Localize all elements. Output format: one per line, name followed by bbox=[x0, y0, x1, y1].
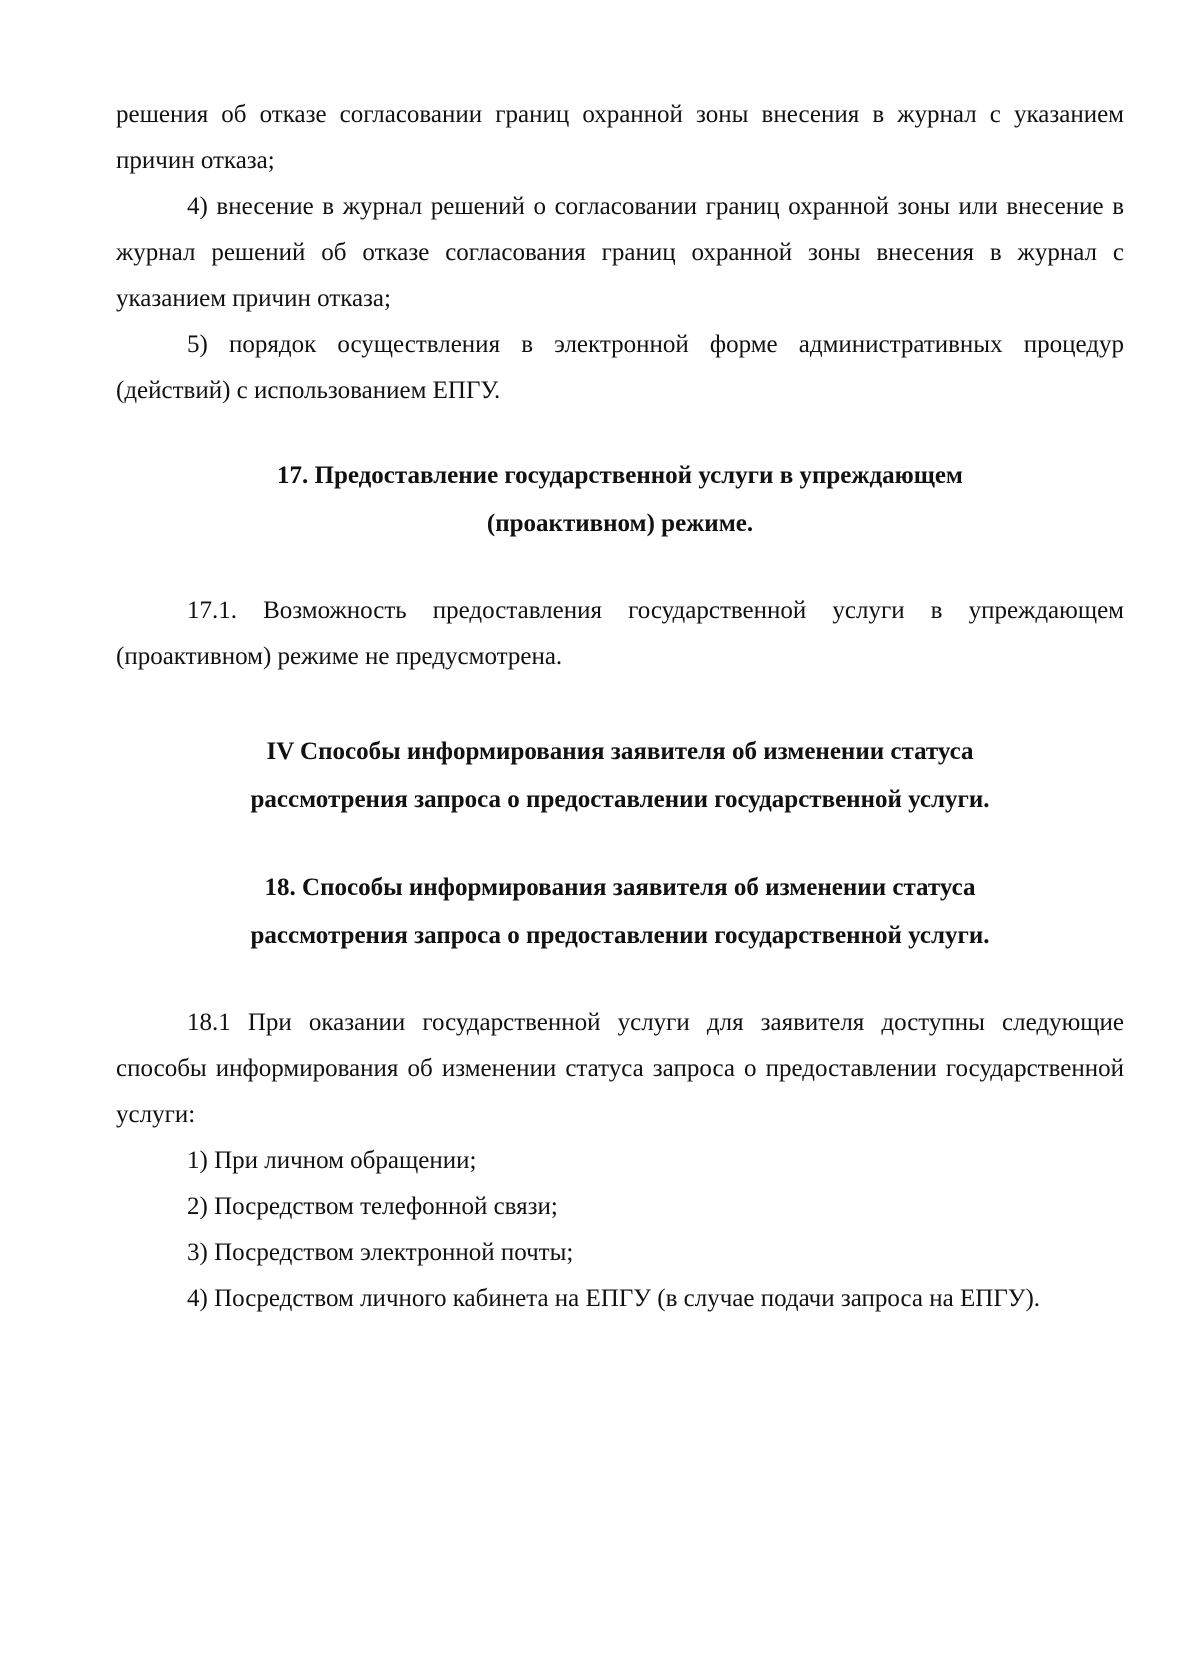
paragraph-intro: решения об отказе согласовании границ охранной зоны внесения в журнал с указанием причин отказа; bbox=[116, 101, 1124, 174]
list-item: 4) Посредством личного кабинета на ЕПГУ (в случае подачи запроса на ЕПГУ). bbox=[187, 1285, 1041, 1312]
paragraph-17-1: 17.1. Возможность предоставления государственной услуги в упреждающем (проактивном) режиме не предусмотрена. bbox=[116, 597, 1124, 670]
list-item: 3) Посредством электронной почты; bbox=[187, 1239, 574, 1266]
list-item: 1) При личном обращении; bbox=[187, 1147, 477, 1174]
section-18-heading bbox=[116, 864, 1124, 960]
paragraph-item-5: 5) порядок осуществления в электронной форме административных процедур (действий) с использованием ЕПГУ. bbox=[116, 331, 1124, 404]
section-17-heading-line-1: 17. Предоставление государственной услуги в упреждающем bbox=[277, 462, 963, 489]
section-17-heading-line-2: (проактивном) режиме. bbox=[486, 510, 754, 537]
section-17-heading bbox=[116, 452, 1124, 548]
paragraph-18-1: 18.1 При оказании государственной услуги для заявителя доступны следующие способы информирования об изменении статуса запроса о предоставлении государственной услуги: bbox=[116, 1009, 1124, 1128]
paragraph-item-4: 4) внесение в журнал решений о согласовании границ охранной зоны или внесение в журнал решений об отказе согласования границ охранной зоны внесения в журнал с указанием причин отказа; bbox=[116, 193, 1124, 312]
section-iv-heading-line-1: IV Способы информирования заявителя об изменении статуса bbox=[266, 738, 974, 765]
section-iv-heading-line-2: рассмотрения запроса о предоставлении государственной услуги. bbox=[250, 786, 990, 813]
section-18-heading-line-2: рассмотрения запроса о предоставлении государственной услуги. bbox=[250, 922, 990, 949]
list-item: 2) Посредством телефонной связи; bbox=[187, 1193, 558, 1220]
section-18-heading-line-1: 18. Способы информирования заявителя об изменении статуса bbox=[264, 874, 976, 901]
section-iv-heading bbox=[116, 728, 1124, 824]
